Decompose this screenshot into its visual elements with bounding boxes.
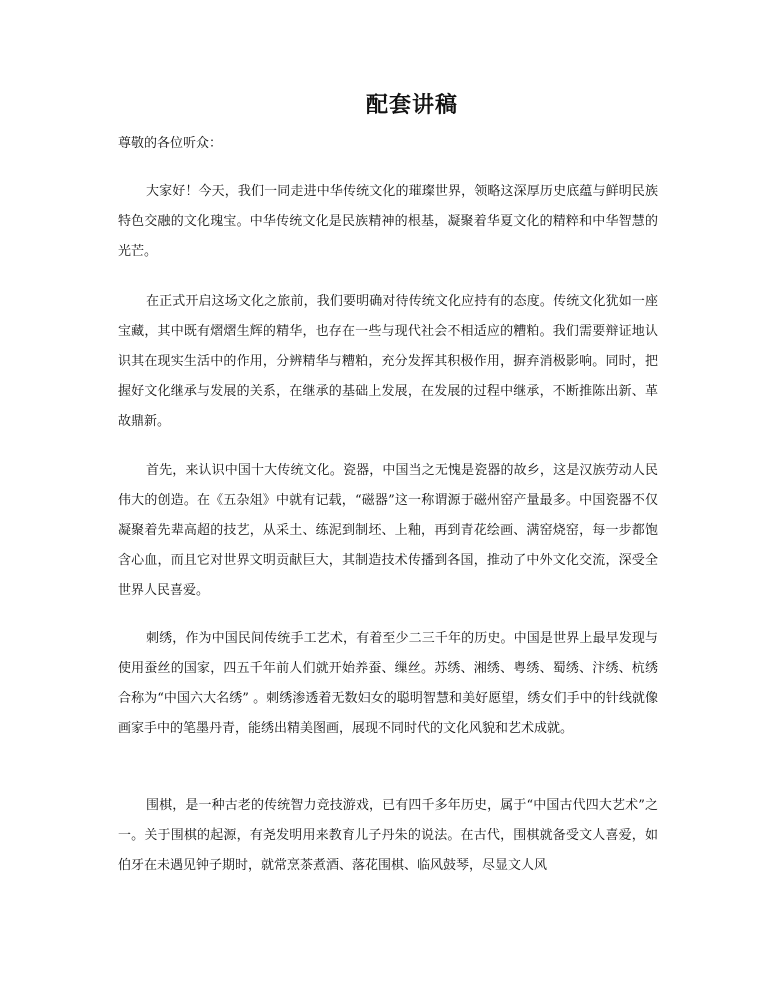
paragraph-opening: 大家好！今天，我们一同走进中华传统文化的璀璨世界，领略这深厚历史底蕴与鲜明民族特色交融的文化瑰宝。中华传统文化是民族精神的根基，凝聚着华夏文化的精粹和中华智慧的光芒。 (118, 184, 658, 259)
paragraph-embroidery: 刺绣，作为中国民间传统手工艺术，有着至少二三千年的历史。中国是世界上最早发现与使用蚕丝的国家，四五千年前人们就开始养蚕、缫丝。苏绣、湘绣、粤绣、蜀绣、汴绣、杭绣合称为“中国六大名绣” 。刺绣渗透着无数妇女的聪明智慧和美好愿望，绣女们手中的针线就像画家手中的笔墨丹青，能绣出精美图画，展现不同时代的文化风貌和艺术成就。 (118, 631, 658, 736)
paragraph-go: 围棋，是一种古老的传统智力竞技游戏，已有四千多年历史，属于“中国古代四大艺术”之一。关于围棋的起源，有尧发明用来教育儿子丹朱的说法。在古代，围棋就备受文人喜爱，如伯牙在未遇见钟子期时，就常烹茶煮酒、落花围棋、临风鼓琴，尽显文人风 (118, 798, 658, 873)
page-title: 配套讲稿 (365, 92, 458, 118)
paragraph-attitude: 在正式开启这场文化之旅前，我们要明确对待传统文化应持有的态度。传统文化犹如一座宝藏，其中既有熠熠生辉的精华，也存在一些与现代社会不相适应的糟粕。我们需要辩证地认识其在现实生活中的作用，分辨精华与糟粕，充分发挥其积极作用，摒弃消极影响。同时，把握好文化继承与发展的关系，在继承的基础上发展，在发展的过程中继承，不断推陈出新、革故鼎新。 (118, 294, 658, 429)
paragraph-porcelain: 首先，来认识中国十大传统文化。瓷器，中国当之无愧是瓷器的故乡，这是汉族劳动人民伟大的创造。在《五杂俎》中就有记载，“磁器”这一称谓源于磁州窑产量最多。中国瓷器不仅凝聚着先辈高超的技艺，从采土、练泥到制坯、上釉，再到青花绘画、满窑烧窑，每一步都饱含心血，而且它对世界文明贡献巨大，其制造技术传播到各国，推动了中外文化交流，深受全世界人民喜爱。 (118, 463, 658, 598)
greeting-line: 尊敬的各位听众： (118, 136, 223, 151)
